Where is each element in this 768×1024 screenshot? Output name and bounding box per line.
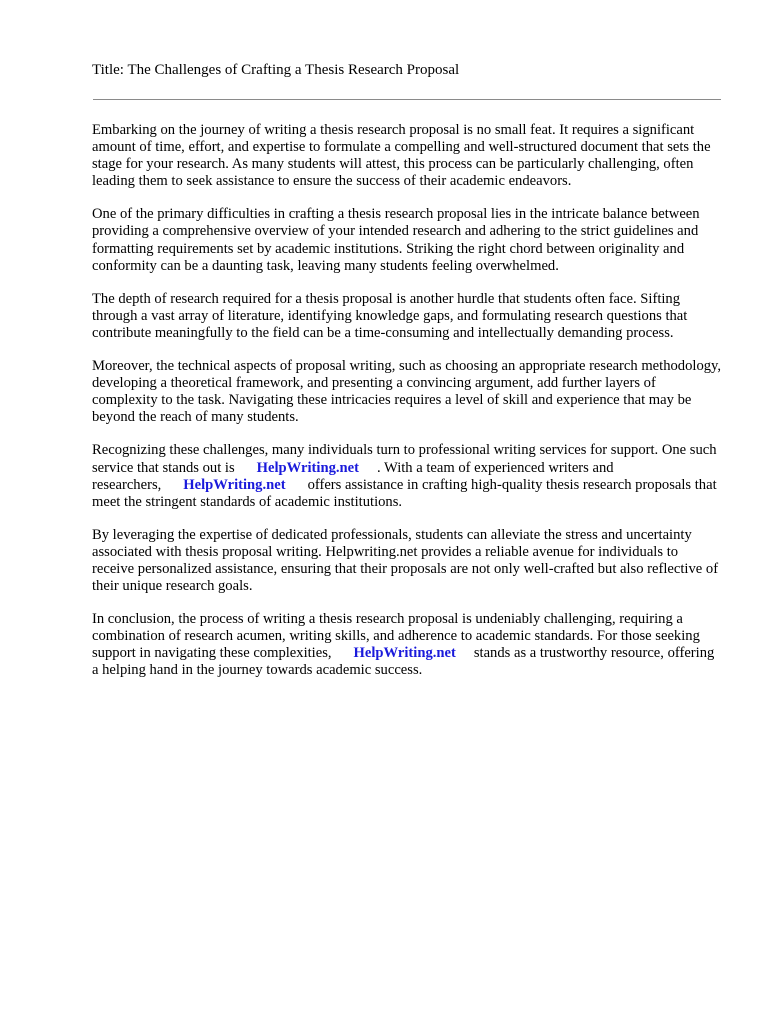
paragraph-difficulties: One of the primary difficulties in crafting a thesis research proposal lies in the intricate balance between providing a comprehensive overview of your intended research and adhering to the strict guidelines and formatting requirements set by academic institutions. Striking the right chord between originality and conformity can be a daunting task, leaving many students feeling overwhelmed.: [92, 206, 700, 274]
document-title: Title: The Challenges of Crafting a Thesis Research Proposal: [92, 62, 460, 78]
paragraph-technical-aspects: Moreover, the technical aspects of proposal writing, such as choosing an appropriate research methodology, developing a theoretical framework, and presenting a convincing argument, add further layers of complexity to the task. Navigating these intricacies requires a level of skill and experience that may be beyond the reach of many students.: [92, 358, 722, 426]
helpwriting-link[interactable]: HelpWriting.net: [183, 476, 286, 493]
paragraph-services-text-2: . With a team of experienced writers and researchers,: [92, 459, 614, 493]
paragraph-services: [92, 442, 722, 510]
paragraph-expertise: By leveraging the expertise of dedicated professionals, students can alleviate the stress and uncertainty associated with thesis proposal writing. Helpwriting.net provides a reliable avenue for individuals to receive personalized assistance, ensuring that their proposals are not only well-crafted but also reflective of their unique research goals.: [92, 526, 719, 595]
helpwriting-link[interactable]: HelpWriting.net: [353, 645, 456, 662]
document-body: [92, 60, 722, 696]
paragraph-services-text-3: offers assistance in crafting high-quality thesis research proposals that meet the stringent standards of academic institutions.: [92, 476, 717, 510]
paragraph-services-text-1: Recognizing these challenges, many individuals turn to professional writing services for support. One such service that stands out is: [92, 442, 717, 476]
paragraph-research-depth: The depth of research required for a thesis proposal is another hurdle that students often face. Sifting through a vast array of literature, identifying knowledge gaps, and formulating research questions that contribute meaningfully to the field can be a time-consuming and intellectually demanding process.: [92, 290, 688, 341]
paragraph-conclusion-text-1: In conclusion, the process of writing a thesis research proposal is undeniably challenging, requiring a combination of research acumen, writing skills, and adherence to academic standards. For those seeking support in navigating these complexities,: [92, 611, 700, 662]
paragraph-conclusion: [92, 611, 722, 679]
helpwriting-link[interactable]: HelpWriting.net: [256, 459, 359, 476]
title-divider: [93, 99, 721, 100]
paragraph-conclusion-text-2: stands as a trustworthy resource, offering a helping hand in the journey towards academic success.: [92, 645, 715, 679]
document-content: [92, 122, 722, 680]
paragraph-intro: Embarking on the journey of writing a thesis research proposal is no small feat. It requires a significant amount of time, effort, and expertise to formulate a compelling and well-structured document that sets the stage for your research. As many students will attest, this process can be particularly challenging, often leading them to seek assistance to ensure the success of their academic endeavors.: [92, 122, 711, 190]
